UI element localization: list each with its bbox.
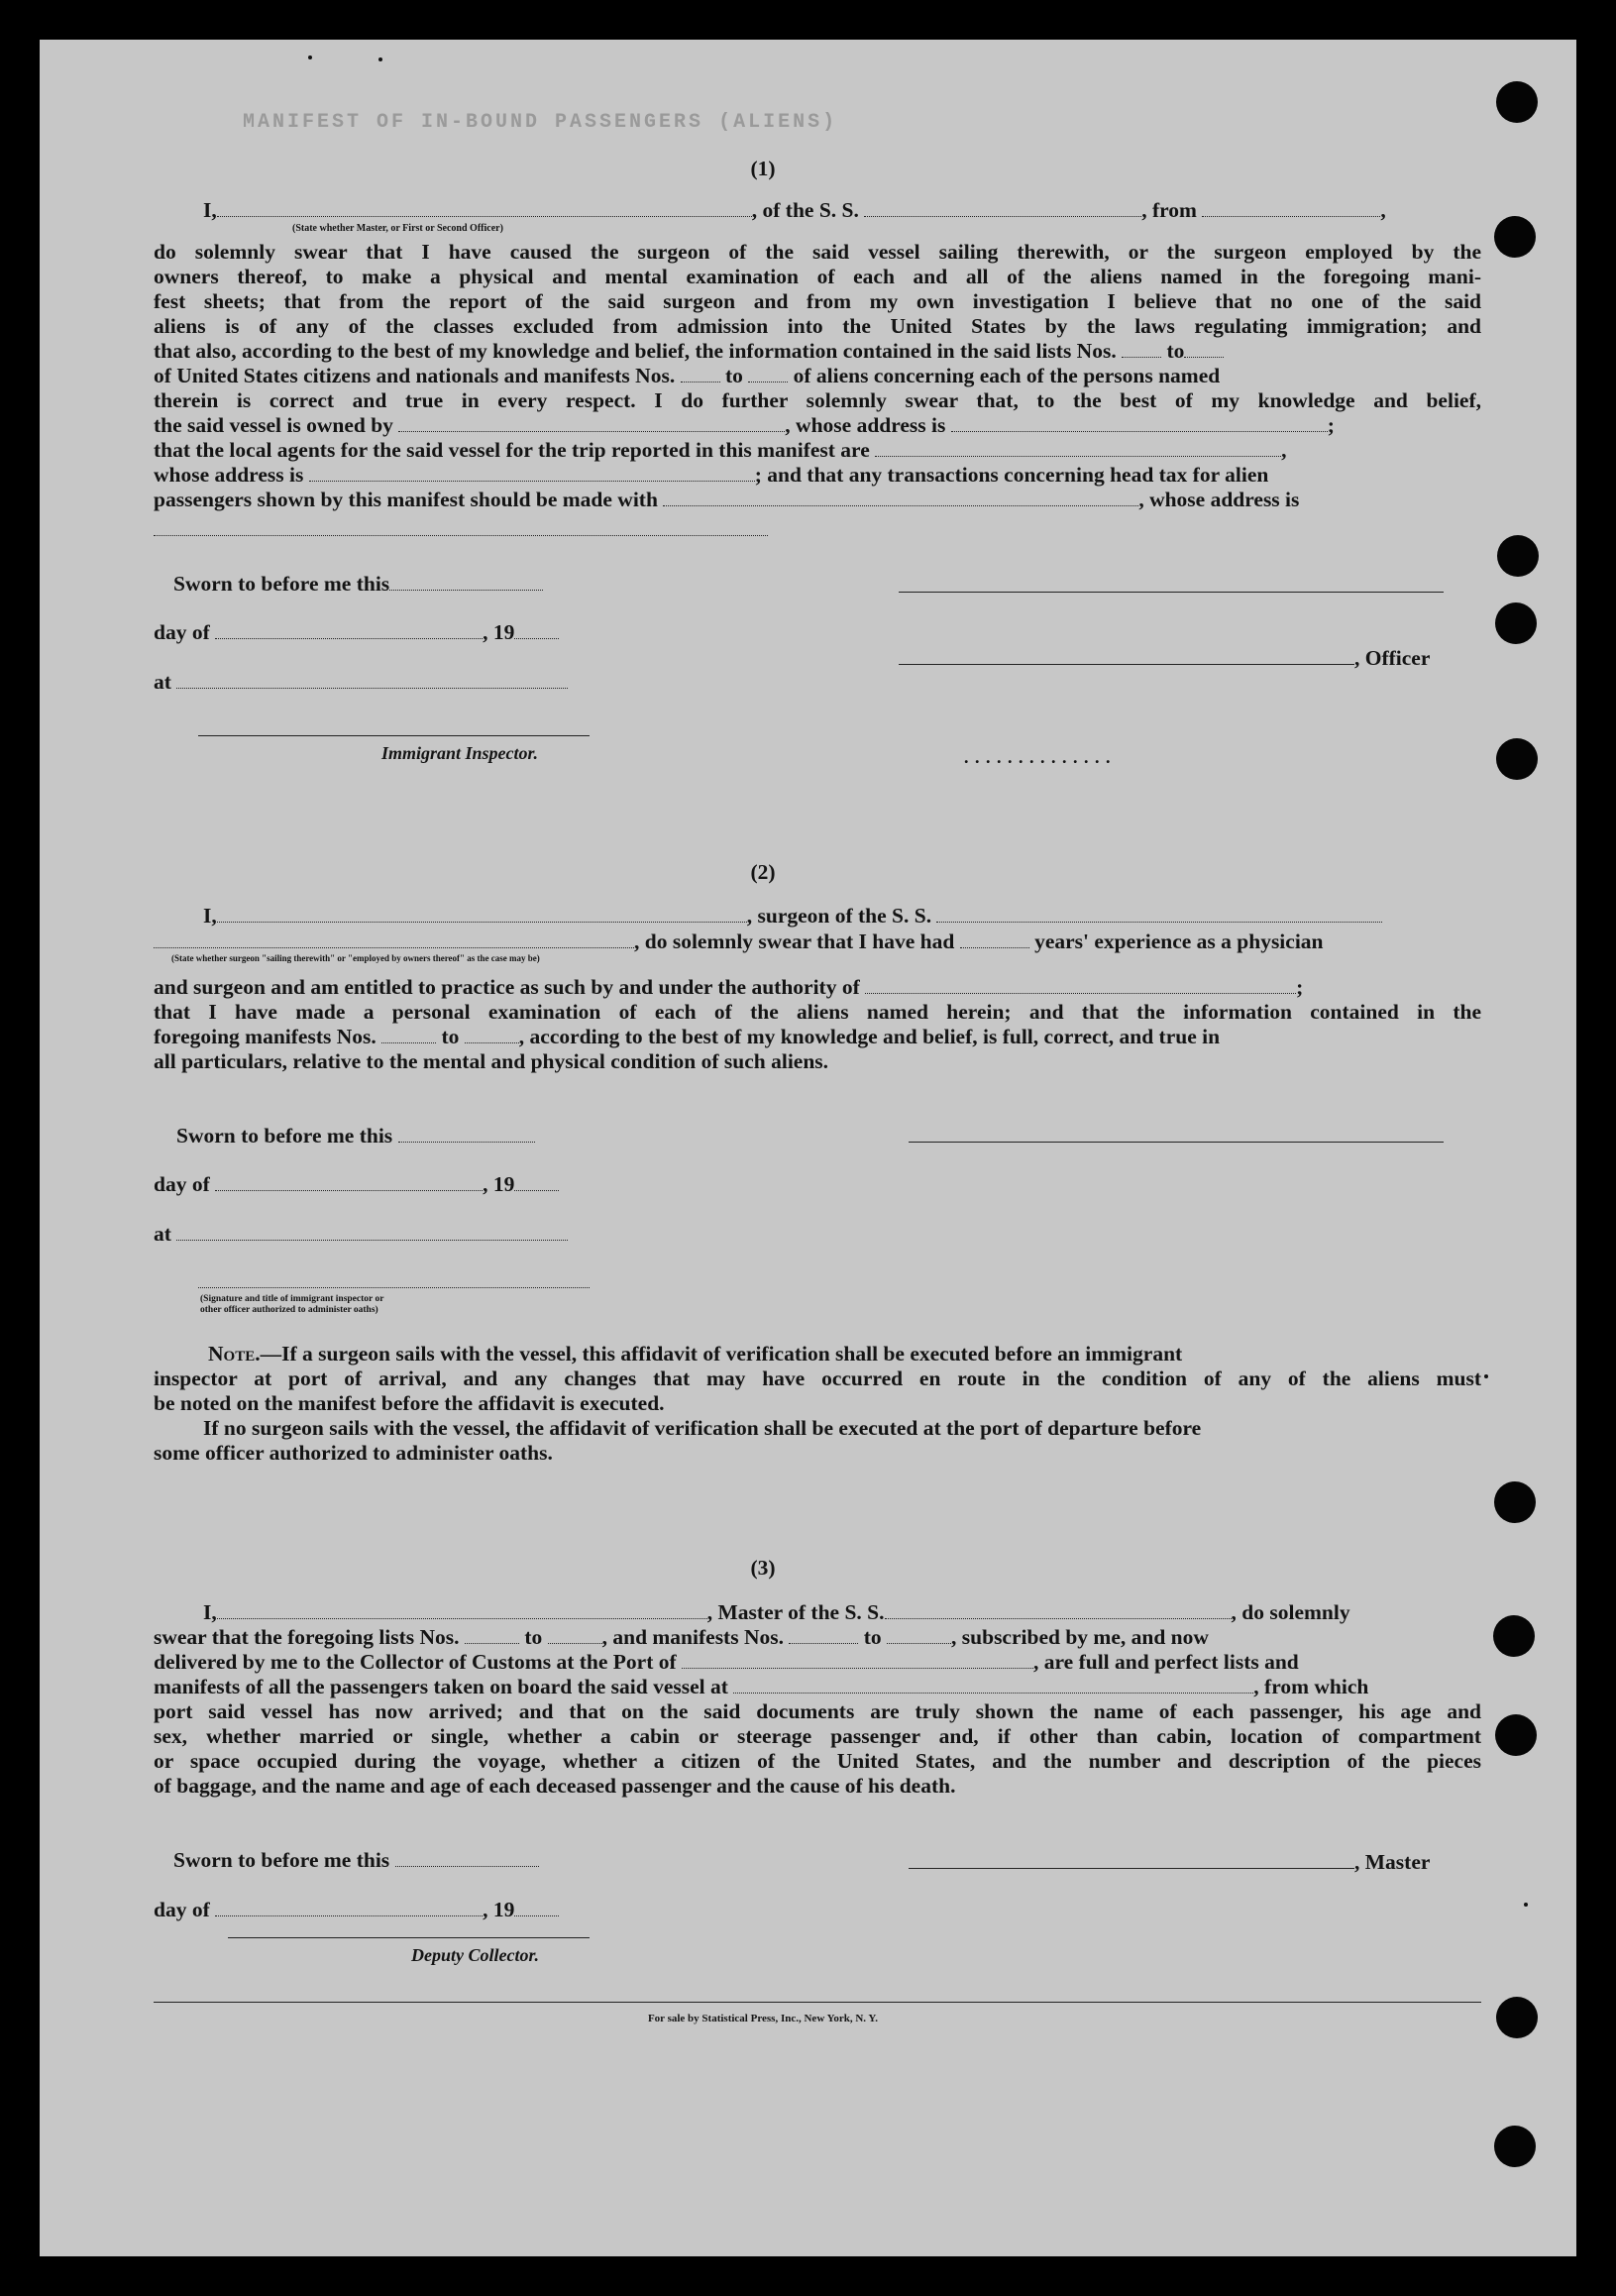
s3-taken-on-board-text: manifests of all the passengers taken on board the said vessel at — [154, 1675, 728, 1698]
s1-agents-blank[interactable] — [875, 438, 1281, 457]
s2-line6: all particulars, relative to the mental and physical condition of such aliens. — [154, 1049, 829, 1073]
s3-i-label: I, — [203, 1600, 217, 1624]
s1-body-line6 — [154, 364, 1220, 388]
s3-master-ss-label: , Master of the S. S. — [706, 1600, 885, 1624]
s2-dayof-label: day of — [154, 1172, 210, 1196]
s2-line4: that I have made a personal examination of each of the aliens named herein; and that the information contained in the — [154, 1000, 1481, 1024]
speck — [378, 57, 382, 61]
s1-from-label: , from — [1141, 198, 1197, 222]
s3-lists-to: to — [524, 1625, 543, 1649]
s1-officer-signature-line[interactable] — [899, 664, 1354, 665]
s3-perfect-lists-text: , are full and perfect lists and — [1033, 1650, 1299, 1674]
s1-lists-to-blank[interactable] — [1184, 339, 1224, 358]
s3-year-label: , 19 — [483, 1898, 515, 1921]
note-line4: If no surgeon sails with the vessel, the affidavit of verification shall be executed at the port of departure before — [203, 1416, 1202, 1440]
s1-officer-label: , Officer — [1354, 646, 1431, 670]
s1-body-line2: owners thereof, to make a physical and mental examination of each and all of the aliens named in the foregoing mani- — [154, 265, 1481, 288]
punch-hole-6 — [1494, 1481, 1536, 1523]
note-label: Note. — [208, 1342, 261, 1366]
s1-body-line1: do solemnly swear that I have caused the surgeon of the said vessel sailing therewith, or the surgeon employed by the — [154, 240, 1481, 264]
s2-manifests-from-blank[interactable] — [381, 1025, 436, 1043]
document-page — [40, 40, 1576, 2256]
s2-authority-text: and surgeon and am entitled to practice as such by and under the authority of — [154, 975, 860, 999]
s1-signature-line[interactable] — [899, 592, 1444, 593]
s1-lists-text: that also, according to the best of my knowledge and belief, the information contained in the said lists Nos. — [154, 339, 1117, 363]
s2-swear-text: , do solemnly swear that I have had — [634, 929, 955, 953]
s1-agents-address-blank[interactable] — [309, 463, 755, 482]
s2-manifests-text: foregoing manifests Nos. — [154, 1025, 377, 1048]
s1-at — [154, 670, 568, 695]
s3-line2 — [154, 1625, 1209, 1650]
s3-from-which: , from which — [1253, 1675, 1369, 1698]
s1-agents-address-label: whose address is — [154, 463, 304, 487]
s2-year-label: , 19 — [483, 1172, 515, 1196]
s2-at — [154, 1222, 568, 1247]
speck — [1524, 1903, 1528, 1907]
bleed-through-title: MANIFEST OF IN-BOUND PASSENGERS (ALIENS) — [243, 111, 838, 134]
note-line1 — [208, 1342, 1182, 1367]
punch-hole-7 — [1493, 1615, 1535, 1657]
s2-surgeon-signature-line[interactable] — [909, 1142, 1444, 1143]
s3-dayof — [154, 1898, 559, 1922]
s2-surgeon-ss-label: , surgeon of the S. S. — [746, 904, 932, 928]
s1-officer-blank[interactable] — [217, 198, 752, 217]
s1-i-label: I, — [203, 198, 217, 222]
s3-collector-signature-line[interactable] — [228, 1937, 590, 1938]
s3-line1 — [203, 1600, 1350, 1625]
s1-owned-by: the said vessel is owned by — [154, 413, 393, 437]
s1-ss-label: , of the S. S. — [751, 198, 859, 222]
s2-i-label: I, — [203, 904, 217, 928]
s1-body-line3: fest sheets; that from the report of the said surgeon and from my own investigation I believe that no one of the said — [154, 289, 1481, 313]
s2-signature-note-1: (Signature and title of immigrant inspector or — [200, 1294, 384, 1304]
punch-hole-1 — [1496, 81, 1538, 123]
s1-semicolon: ; — [1327, 413, 1335, 437]
s1-body-line7: therein is correct and true in every respect. I do further solemnly swear that, to the best of my knowledge and belief, — [154, 388, 1481, 412]
s3-departure-port-blank[interactable] — [733, 1675, 1253, 1694]
s1-body-line9 — [154, 438, 1287, 463]
s1-manifests-to-blank[interactable] — [748, 364, 788, 383]
s1-headtax-blank[interactable] — [663, 488, 1138, 506]
s1-dayof — [154, 620, 559, 645]
s1-line1 — [203, 198, 1386, 223]
s2-surgeon-name-blank[interactable] — [217, 904, 747, 923]
s2-at-blank[interactable] — [176, 1222, 568, 1241]
footer-rule — [154, 2002, 1481, 2003]
s3-master-signature-line[interactable] — [909, 1868, 1354, 1869]
punch-hole-2 — [1494, 216, 1536, 258]
s2-line3 — [154, 975, 1303, 1000]
section-3-number: (3) — [750, 1556, 776, 1580]
s1-dotted-leader: . . . . . . . . . . . . . . — [964, 747, 1112, 767]
s2-manifests-to-blank[interactable] — [465, 1025, 519, 1043]
s2-experience-text: years' experience as a physician — [1034, 929, 1324, 953]
punch-hole-10 — [1494, 2126, 1536, 2167]
s2-dayof-blank[interactable] — [215, 1172, 483, 1191]
s3-lists-to-blank[interactable] — [548, 1625, 602, 1644]
s3-lists-from-blank[interactable] — [465, 1625, 519, 1644]
s1-inspector-signature-line[interactable] — [198, 735, 590, 736]
s1-headtax-address-label: , whose address is — [1138, 488, 1300, 511]
s1-dayof-label: day of — [154, 620, 210, 644]
s1-sworn-blank[interactable] — [389, 572, 543, 591]
note-line2: inspector at port of arrival, and any changes that may have occurred en route in the condition of any of the aliens must — [154, 1367, 1481, 1390]
s3-year-blank[interactable] — [514, 1898, 559, 1916]
s3-line6: sex, whether married or single, whether a cabin or steerage passenger and, if other than cabin, location of compartment — [154, 1724, 1481, 1748]
s1-sworn-label: Sworn to before me this — [173, 572, 390, 596]
s2-sworn — [176, 1124, 535, 1148]
s3-line7: or space occupied during the voyage, whether a citizen of the United States, and the number and description of the pieces — [154, 1749, 1481, 1773]
s3-solemnly: , do solemnly — [1231, 1600, 1350, 1624]
speck — [308, 55, 312, 59]
s1-manifests-text: of United States citizens and nationals and manifests Nos. — [154, 364, 676, 387]
s3-sworn-blank[interactable] — [395, 1848, 539, 1867]
s1-owner-address-label: , whose address is — [785, 413, 946, 437]
punch-hole-9 — [1496, 1997, 1538, 2038]
s3-manifests-from-blank[interactable] — [789, 1625, 858, 1644]
s1-agents-text: that the local agents for the said vessel for the trip reported in this manifest are — [154, 438, 870, 462]
s2-signature-blank[interactable] — [198, 1287, 590, 1288]
s1-dayof-blank[interactable] — [215, 620, 483, 639]
section-2-number: (2) — [750, 860, 776, 884]
s2-ship-blank[interactable] — [936, 904, 1382, 923]
s2-years-blank[interactable] — [960, 929, 1029, 948]
footer-imprint: For sale by Statistical Press, Inc., New York, N. Y. — [647, 2013, 879, 2024]
s2-line1 — [203, 904, 1382, 929]
note-p1a: —If a surgeon sails with the vessel, this affidavit of verification shall be executed before an immigrant — [260, 1342, 1183, 1366]
s1-body-line4: aliens is of any of the classes excluded from admission into the United States by the laws regulating immigration; and — [154, 314, 1481, 338]
s2-dayof — [154, 1172, 559, 1197]
s1-owner-blank[interactable] — [398, 413, 785, 432]
s1-headtax-text: ; and that any transactions concerning head tax for alien — [754, 463, 1269, 487]
s1-sworn — [173, 572, 543, 597]
s3-line8: of baggage, and the name and age of each deceased passenger and the cause of his death. — [154, 1774, 956, 1798]
s2-sailing-blank[interactable] — [154, 929, 634, 948]
s1-ship-blank[interactable] — [864, 198, 1141, 217]
punch-hole-4 — [1495, 602, 1537, 644]
section-1-number: (1) — [750, 157, 776, 180]
s2-authority-blank[interactable] — [865, 975, 1296, 994]
s1-body-line8 — [154, 413, 1335, 438]
speck — [1484, 1374, 1488, 1378]
s3-master-label: , Master — [1354, 1850, 1431, 1874]
s1-from-blank[interactable] — [1202, 198, 1380, 217]
s1-headtax-address-blank[interactable] — [154, 535, 768, 536]
note-line3: be noted on the manifest before the affidavit is executed. — [154, 1391, 665, 1415]
s1-lists-from-blank[interactable] — [1122, 339, 1161, 358]
s2-surgeon-note: (State whether surgeon "sailing therewith" or "employed by owners thereof" as the case may be) — [171, 953, 540, 963]
s3-line5: port said vessel has now arrived; and that on the said documents are truly shown the name of each passenger, his age and — [154, 1699, 1481, 1723]
s2-line5 — [154, 1025, 1220, 1049]
s2-sworn-label: Sworn to before me this — [176, 1124, 393, 1148]
s1-body-line11 — [154, 488, 1299, 512]
s3-line3 — [154, 1650, 1299, 1675]
s2-semicolon: ; — [1296, 975, 1304, 999]
s2-sworn-blank[interactable] — [398, 1124, 535, 1143]
s1-at-label: at — [154, 670, 171, 694]
s2-signature-note-2: other officer authorized to administer oaths) — [200, 1305, 378, 1315]
s1-aliens-text: of aliens concerning each of the persons named — [793, 364, 1221, 387]
s3-manifests-to: to — [863, 1625, 882, 1649]
s1-agents-comma: , — [1281, 438, 1287, 462]
s1-year-label: , 19 — [483, 620, 515, 644]
note-line5: some officer authorized to administer oaths. — [154, 1441, 553, 1465]
s3-manifests-to-blank[interactable] — [887, 1625, 951, 1644]
s1-year-blank[interactable] — [514, 620, 559, 639]
s3-dayof-blank[interactable] — [215, 1898, 483, 1916]
s1-manifests-from-blank[interactable] — [681, 364, 720, 383]
s3-dayof-label: day of — [154, 1898, 210, 1921]
s3-ship-blank[interactable] — [885, 1600, 1232, 1619]
s2-year-blank[interactable] — [514, 1172, 559, 1191]
punch-hole-3 — [1497, 535, 1539, 577]
s3-subscribed-text: , subscribed by me, and now — [951, 1625, 1209, 1649]
s1-body-line10 — [154, 463, 1268, 488]
s3-sworn — [173, 1848, 539, 1873]
s3-master-name-blank[interactable] — [217, 1600, 707, 1619]
s3-lists-text: swear that the foregoing lists Nos. — [154, 1625, 460, 1649]
s3-sworn-label: Sworn to before me this — [173, 1848, 390, 1872]
s3-delivered-text: delivered by me to the Collector of Customs at the Port of — [154, 1650, 677, 1674]
s1-owner-address-blank[interactable] — [951, 413, 1328, 432]
punch-hole-5 — [1496, 738, 1538, 780]
s2-at-label: at — [154, 1222, 171, 1246]
s1-comma: , — [1380, 198, 1386, 222]
s1-at-blank[interactable] — [176, 670, 568, 689]
s1-lists-to: to — [1166, 339, 1185, 363]
s1-inspector-label: Immigrant Inspector. — [381, 743, 539, 763]
punch-hole-8 — [1495, 1714, 1537, 1756]
s3-manifests-text: , and manifests Nos. — [601, 1625, 784, 1649]
s1-officer-note: (State whether Master, or First or Second Officer) — [292, 223, 503, 234]
s3-line4 — [154, 1675, 1368, 1699]
s3-port-blank[interactable] — [682, 1650, 1033, 1669]
s2-full-correct-text: , according to the best of my knowledge and belief, is full, correct, and true in — [518, 1025, 1221, 1048]
s1-passengers-text: passengers shown by this manifest should be made with — [154, 488, 658, 511]
s2-manifests-to: to — [441, 1025, 460, 1048]
s3-collector-label: Deputy Collector. — [411, 1945, 539, 1965]
s1-manifests-to: to — [724, 364, 743, 387]
s1-body-line5 — [154, 339, 1224, 364]
s2-line2 — [154, 929, 1324, 954]
